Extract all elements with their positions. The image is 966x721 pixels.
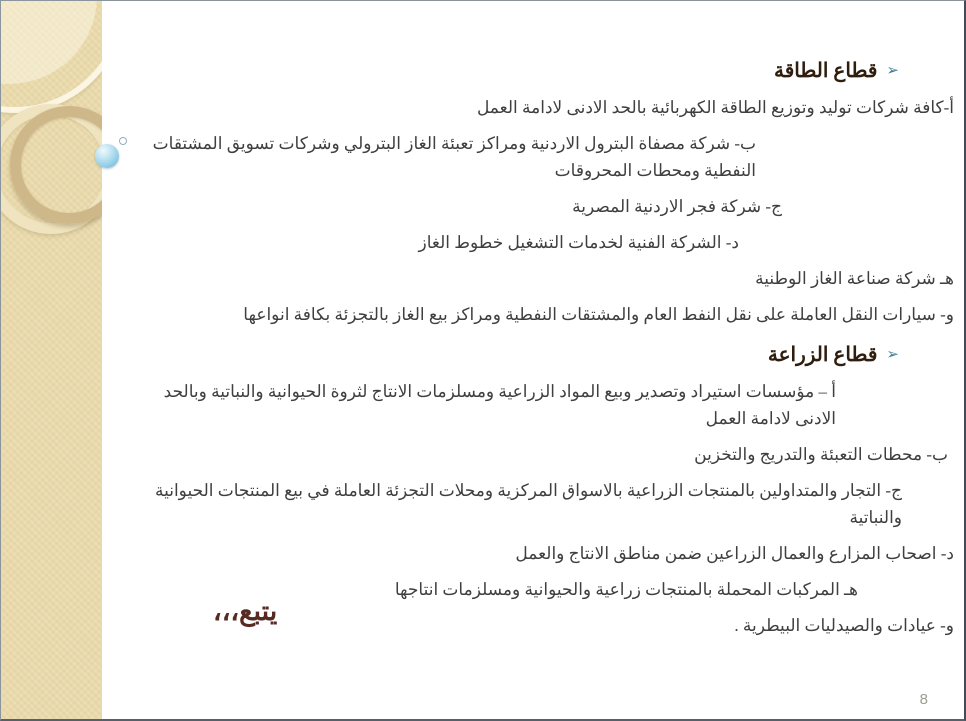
- list-item: ج- شركة فجر الاردنية المصرية: [572, 197, 782, 216]
- list-item: ج- التجار والمتداولين بالمنتجات الزراعية بالاسواق المركزية ومحلات التجزئة العاملة في بيع المنتجات الحيوانية والنباتية: [154, 481, 902, 527]
- list-item: هـ شركة صناعة الغاز الوطنية: [755, 269, 954, 288]
- continued-label: يتبع،،،: [213, 596, 278, 626]
- list-item: أ – مؤسسات استيراد وتصدير وبيع المواد الزراعية ومسلزمات الانتاج لثروة الحيوانية والنباتية وبالحد الادنى لادامة العمل: [163, 382, 836, 428]
- decorative-sidebar: [1, 1, 102, 719]
- section: [147, 342, 954, 639]
- list-item: د- الشركة الفنية لخدمات التشغيل خطوط الغاز: [418, 233, 739, 252]
- arrow-bullet-icon: ➢: [886, 345, 899, 363]
- list-item: ب- شركة مصفاة البترول الاردنية ومراكز تعبئة الغاز البترولي وشركات تسويق المشتقات النفطية ومحطات المحروقات: [152, 134, 756, 180]
- section-title: [147, 342, 899, 369]
- list-item: و- سيارات النقل العاملة على نقل النفط العام والمشتقات النفطية ومراكز بيع الغاز بالتجزئة بكافة انواعها: [243, 305, 954, 324]
- section-title-text: قطاع الزراعة: [767, 344, 878, 366]
- section: [147, 58, 954, 328]
- section-title-text: قطاع الطاقة: [773, 60, 878, 82]
- decorative-ring-top: [1, 1, 102, 113]
- list-item: أ-كافة شركات توليد وتوزيع الطاقة الكهربائية بالحد الادنى لادامة العمل: [476, 98, 954, 117]
- list-item: و- عيادات والصيدليات البيطرية .: [734, 616, 954, 635]
- page-number: 8: [919, 691, 928, 708]
- arrow-bullet-icon: ➢: [886, 61, 899, 79]
- list-item: د- اصحاب المزارع والعمال الزراعين ضمن مناطق الانتاج والعمل: [515, 544, 954, 563]
- section-title: [147, 58, 899, 85]
- list-item: هـ المركبات المحملة بالمنتجات زراعية والحيوانية ومسلزمات انتاجها: [394, 580, 858, 599]
- list-item: ب- محطات التعبئة والتدريج والتخزين: [694, 445, 948, 464]
